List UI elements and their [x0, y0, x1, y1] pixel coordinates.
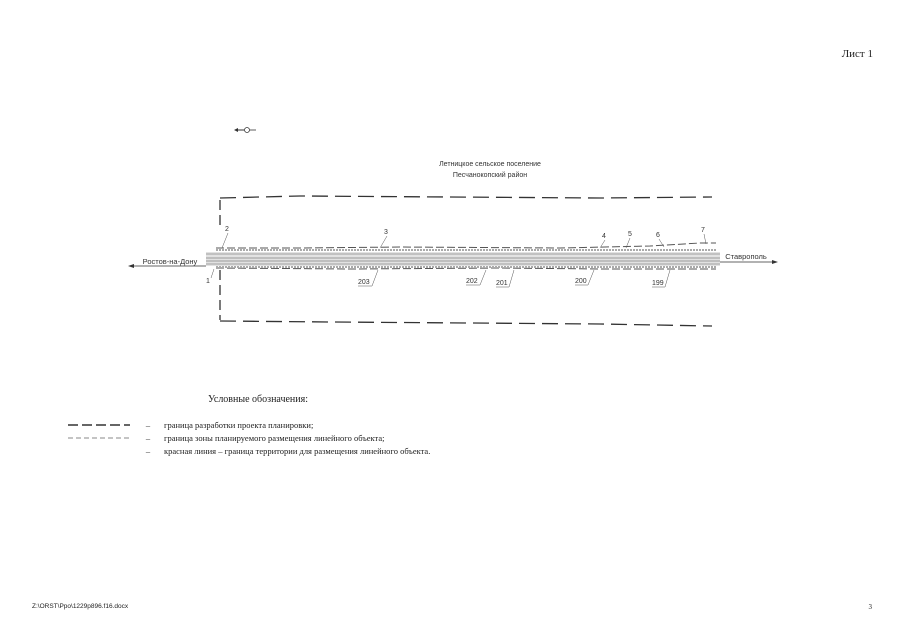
point-label-7: 7 [701, 227, 705, 234]
legend-sample-zone-boundary [68, 435, 130, 441]
legend-item-project-boundary [68, 418, 430, 431]
legend-dash: – [145, 419, 151, 430]
legend-item-red-line [68, 444, 430, 457]
point-leaders-bottom [358, 270, 670, 287]
footer-file-path: Z:\ORST\Ppo\1229p896.f16.docx [32, 603, 129, 610]
point-label-202: 202 [466, 278, 478, 285]
point-label-199: 199 [652, 280, 664, 287]
destination-left-label: Ростов-на-Дону [142, 257, 198, 266]
destination-right-label: Ставрополь [725, 252, 767, 261]
legend-sample-red-line [68, 448, 130, 454]
legend-dash: – [145, 432, 151, 443]
point-label-200: 200 [575, 278, 587, 285]
legend-dash: – [145, 445, 151, 456]
point-label-5: 5 [628, 231, 632, 238]
point-labels-bottom [358, 278, 664, 287]
destination-right [720, 252, 778, 264]
legend-text: граница зоны планируемого размещения линейного объекта; [164, 432, 385, 443]
legend-item-zone-boundary [68, 431, 430, 444]
point-label-201: 201 [496, 280, 508, 287]
sheet-label: Лист 1 [841, 48, 873, 60]
point-label-1: 1 [206, 278, 210, 285]
legend [68, 418, 430, 457]
point-label-6: 6 [656, 232, 660, 239]
point-label-203: 203 [358, 279, 370, 286]
point-label-4: 4 [602, 233, 606, 240]
page-number: 3 [868, 603, 872, 611]
legend-text: граница разработки проекта планировки; [164, 419, 314, 430]
settlement-line2: Песчанокопский район [452, 172, 528, 179]
point-label-2: 2 [225, 226, 229, 233]
road-corridor [206, 252, 720, 266]
point-label-3: 3 [384, 229, 388, 236]
settlement-line1: Летницкое сельское поселение [439, 161, 541, 168]
legend-title: Условные обозначения: [208, 394, 309, 405]
legend-sample-project-boundary [68, 422, 130, 428]
compass-icon [234, 128, 256, 133]
legend-text: красная линия – граница территории для размещения линейного объекта. [164, 445, 431, 456]
destination-left [128, 257, 206, 268]
